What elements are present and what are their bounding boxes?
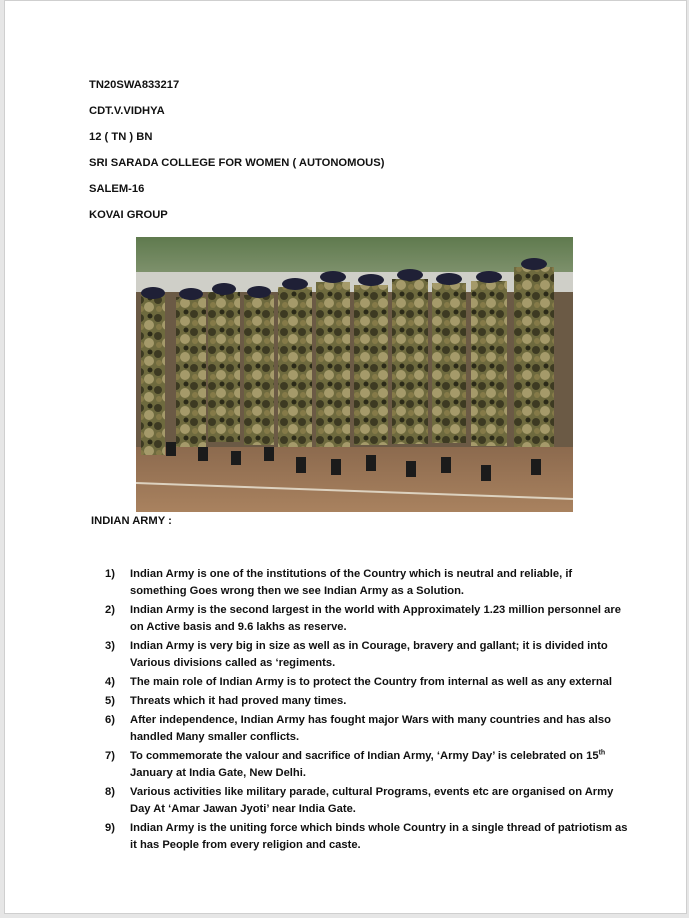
- battalion: 12 ( TN ) BN: [89, 131, 153, 143]
- item-text: Indian Army is one of the institutions of the Country which is neutral and reliable, if something Goes wrong then we see Indian Army as a Solution.: [130, 568, 573, 597]
- item-number: 7): [105, 750, 115, 762]
- list-item: [105, 784, 645, 818]
- item-text: To commemorate the valour and sacrifice of Indian Army, ‘Army Day’ is celebrated on 15th January at India Gate, New Delhi.: [130, 749, 606, 779]
- item-number: 8): [105, 786, 115, 798]
- city: SALEM-16: [89, 183, 145, 195]
- section-title: INDIAN ARMY :: [91, 515, 172, 527]
- item-text: Indian Army is the uniting force which binds whole Country in a single thread of patriotism as it has People from every religion and caste.: [130, 822, 628, 851]
- facts-list: [105, 566, 645, 856]
- item-text: Various activities like military parade, cultural Programs, events etc are organised on Army Day At ‘Amar Jawan Jyoti’ near India Gate.: [130, 786, 614, 815]
- item-number: 4): [105, 676, 115, 688]
- item-number: 1): [105, 568, 115, 580]
- list-item: [105, 674, 645, 691]
- college-name: SRI SARADA COLLEGE FOR WOMEN ( AUTONOMOUS): [89, 157, 385, 169]
- list-item: [105, 602, 645, 636]
- item-text: After independence, Indian Army has fought major Wars with many countries and has also handled Many smaller conflicts.: [130, 714, 611, 743]
- group-name: KOVAI GROUP: [89, 209, 168, 221]
- item-text: The main role of Indian Army is to protect the Country from internal as well as any external: [130, 676, 612, 688]
- item-number: 9): [105, 822, 115, 834]
- army-parade-photo: [136, 237, 573, 512]
- cadet-id: TN20SWA833217: [89, 79, 180, 91]
- document-page: [4, 0, 687, 914]
- list-item: [105, 712, 645, 746]
- item-text: Indian Army is very big in size as well as in Courage, bravery and gallant; it is divided into Various divisions called as ‘regiments.: [130, 640, 608, 669]
- list-item: [105, 638, 645, 672]
- item-number: 6): [105, 714, 115, 726]
- item-number: 5): [105, 695, 115, 707]
- item-number: 3): [105, 640, 115, 652]
- item-text: Threats which it had proved many times.: [130, 695, 347, 707]
- list-item: [105, 566, 645, 600]
- cadet-name: CDT.V.VIDHYA: [89, 105, 165, 117]
- item-number: 2): [105, 604, 115, 616]
- list-item: [105, 748, 645, 782]
- item-text: Indian Army is the second largest in the world with Approximately 1.23 million personnel are on Active basis and 9.6 lakhs as reserve.: [130, 604, 621, 633]
- list-item: [105, 820, 645, 854]
- list-item: [105, 693, 645, 710]
